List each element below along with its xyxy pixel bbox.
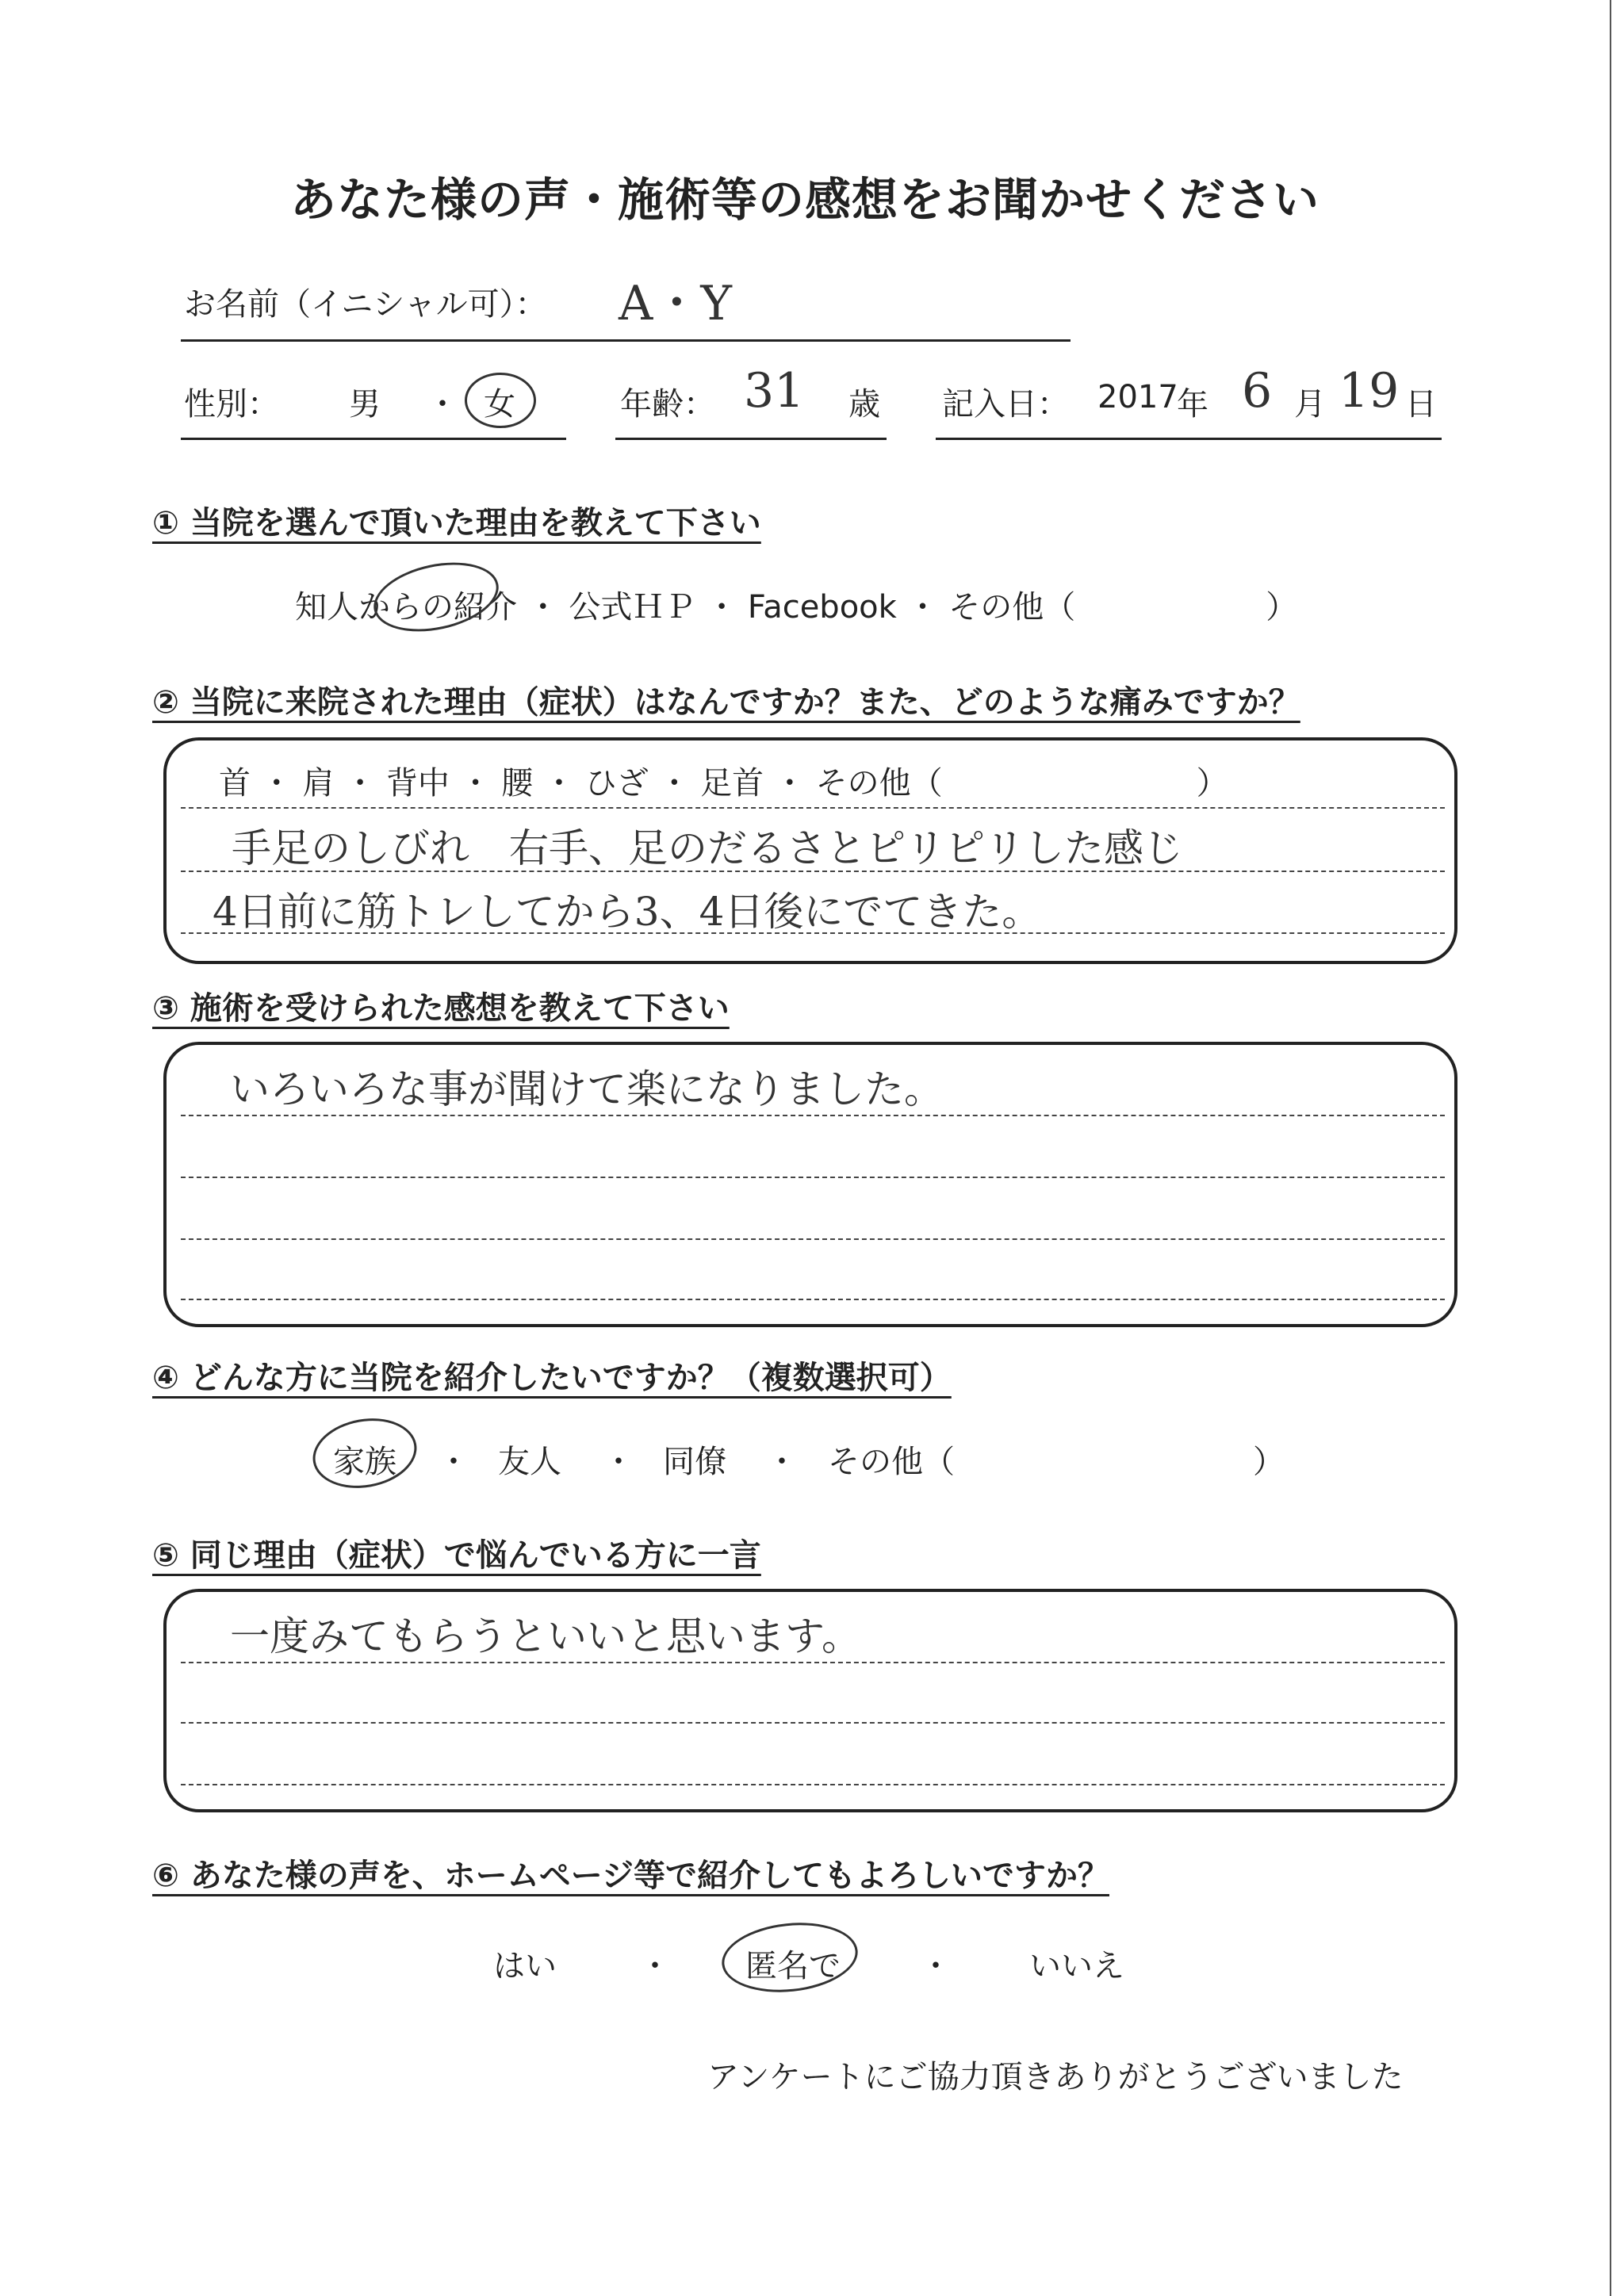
q4-sep-1: ・ [438, 1444, 469, 1480]
name-value[interactable]: A・Y [619, 276, 732, 331]
gender-female-option[interactable]: 女 [484, 386, 515, 423]
age-value[interactable]: 31 [744, 363, 805, 419]
gender-label: 性別： [184, 386, 279, 423]
gender-separator: ・ [427, 386, 458, 423]
q2-line-1 [181, 807, 1445, 809]
q2-options[interactable]: 首 ・ 肩 ・ 背中 ・ 腰 ・ ひざ ・ 足首 ・ その他（ ） [219, 765, 1228, 802]
q4-sep-3: ・ [766, 1444, 798, 1480]
q5-line-2 [181, 1722, 1445, 1724]
q1-heading: ① 当院を選んで頂いた理由を教えて下さい [152, 505, 761, 541]
date-day[interactable]: 19 [1339, 363, 1400, 419]
name-label: お名前（イニシャル可）： [184, 286, 547, 323]
name-underline [181, 339, 1071, 342]
q3-line-4 [181, 1299, 1445, 1300]
q2-line-2 [181, 871, 1445, 872]
q2-line-3 [181, 932, 1445, 934]
q4-sep-2: ・ [603, 1444, 634, 1480]
q4-option-family[interactable]: 家族 [333, 1444, 396, 1480]
q2-heading: ② 当院に来院された理由（症状）はなんですか？また、どのような痛みですか？ [152, 684, 1300, 721]
date-label: 記入日： [942, 386, 1069, 423]
gender-underline [181, 438, 566, 440]
date-underline [936, 438, 1442, 440]
q2-answer-line-2: 4日前に筋トレしてから3、4日後にでてきた。 [213, 889, 1042, 935]
gender-male-option[interactable]: 男 [349, 386, 381, 423]
q6-option-anonymous[interactable]: 匿名で [745, 1948, 841, 1984]
q4-option-other-close: ） [1253, 1444, 1285, 1480]
age-label: 年齢： [620, 386, 715, 423]
q6-option-no[interactable]: いいえ [1029, 1948, 1124, 1984]
year-unit: 年 [1177, 386, 1208, 423]
q5-line-3 [181, 1784, 1445, 1785]
page-title: あなた様の声・施術等の感想をお聞かせください [289, 173, 1320, 227]
q4-heading: ④ どんな方に当院を紹介したいですか？（複数選択可） [152, 1360, 952, 1396]
q6-sep-1: ・ [639, 1948, 671, 1984]
age-underline [615, 438, 887, 440]
date-year: 2017 [1097, 379, 1178, 415]
month-unit: 月 [1294, 386, 1326, 423]
q6-heading: ⑥ あなた様の声を、ホームページ等で紹介してもよろしいですか？ [152, 1858, 1109, 1894]
q3-answer-line-1: いろいろな事が聞けて楽になりました。 [230, 1066, 944, 1112]
thanks-message: アンケートにご協力頂きありがとうございました [707, 2059, 1404, 2095]
q1-options[interactable]: 知人からの紹介 ・ 公式ＨＰ ・ Facebook ・ その他（ ） [295, 589, 1298, 626]
q1-selection-circle [367, 552, 505, 641]
q3-line-3 [181, 1238, 1445, 1240]
q6-sep-2: ・ [920, 1948, 952, 1984]
q3-line-1 [181, 1115, 1445, 1116]
date-month[interactable]: 6 [1242, 363, 1273, 419]
q2-answer-line-1: 手足のしびれ 右手、足のだるさとピリピリした感じ [232, 825, 1183, 871]
scan-edge-line [1610, 0, 1611, 2296]
day-unit: 日 [1405, 386, 1437, 423]
q5-heading: ⑤ 同じ理由（症状）で悩んでいる方に一言 [152, 1537, 761, 1574]
q3-heading: ③ 施術を受けられた感想を教えて下さい [152, 990, 730, 1027]
q5-line-1 [181, 1662, 1445, 1663]
age-unit: 歳 [848, 386, 880, 423]
q5-answer-line-1: 一度みてもらうといいと思います。 [230, 1613, 861, 1659]
q4-option-friend[interactable]: 友人 [498, 1444, 561, 1480]
q4-option-coworker[interactable]: 同僚 [663, 1444, 726, 1480]
q3-line-2 [181, 1177, 1445, 1178]
q4-option-other[interactable]: その他（ [828, 1444, 955, 1480]
q6-option-yes[interactable]: はい [493, 1948, 557, 1984]
